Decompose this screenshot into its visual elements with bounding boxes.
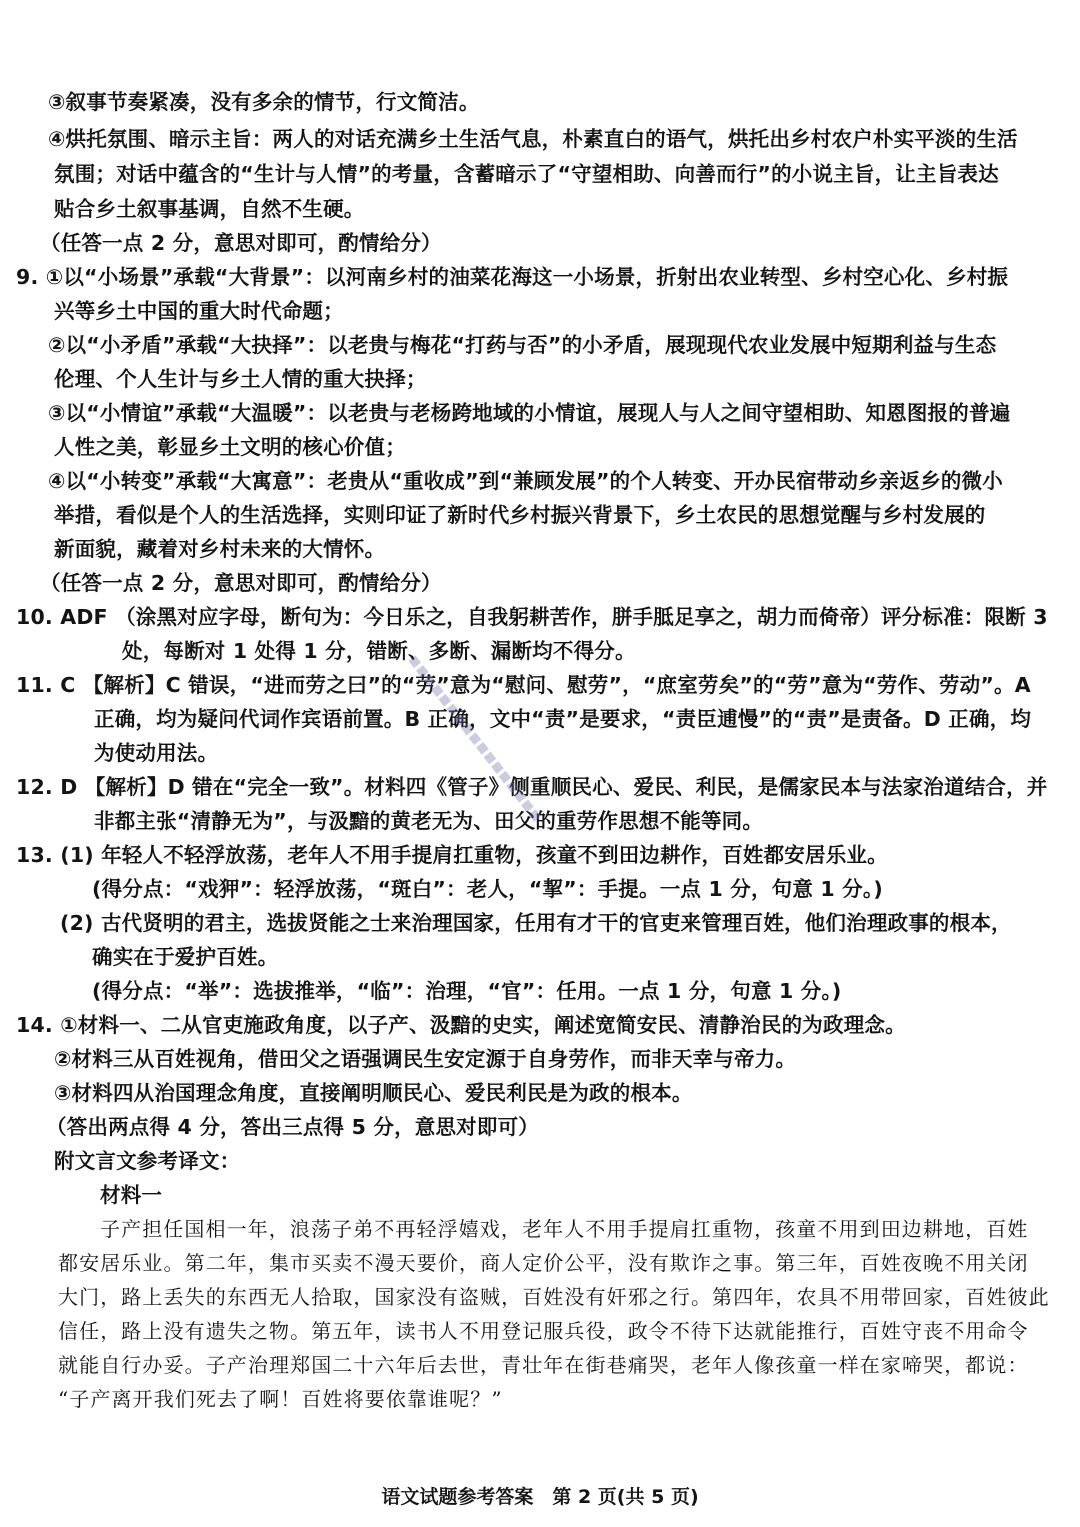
q13-part-2-points: (得分点：“举”：选拔推举，“临”：治理，“官”：任用。一点 1 分，句意 1 分。) [92, 979, 842, 1003]
q8-point-4-line-1: ④烘托氛围、暗示主旨：两人的对话充满乡土生活气息，朴素直白的语气，烘托出乡村农户朴实平淡的生活 [48, 127, 1018, 151]
material-one-heading: 材料一 [100, 1183, 163, 1207]
translation-line-4: 信任，路上没有遗失之物。第五年，读书人不用登记服兵役，政令不待下达就能推行，百姓守丧不用命令 [58, 1319, 1029, 1343]
q9-scoring-note: （任答一点 2 分，意思对即可，酌情给分） [40, 571, 442, 595]
appendix-heading: 附文言文参考译文： [54, 1149, 241, 1173]
q9-point-4-line-3: 新面貌，藏着对乡村未来的大情怀。 [54, 537, 386, 561]
q12-answer-line-2: 非都主张“清静无为”，与汲黯的黄老无为、田父的重劳作思想不能等同。 [94, 809, 764, 833]
q9-point-1-line-2: 兴等乡土中国的重大时代命题； [54, 299, 344, 323]
q9-point-1-line-1: 9. ①以“小场景”承载“大背景”：以河南乡村的油菜花海这一小场景，折射出农业转型、乡村空心化、乡村振 [16, 265, 1009, 289]
page-footer: 语文试题参考答案 第 2 页(共 5 页) [381, 1486, 699, 1508]
q11-answer-line-2: 正确，均为疑问代词作宾语前置。B 正确，文中“责”是要求，“责臣逋慢”的“责”是责备。D 正确，均 [94, 707, 1032, 731]
translation-line-6: “子产离开我们死去了啊！百姓将要依靠谁呢？” [58, 1387, 503, 1411]
q8-scoring-note: （任答一点 2 分，意思对即可，酌情给分） [40, 231, 442, 255]
q11-answer-line-1: 11. C 【解析】C 错误，“进而劳之曰”的“劳”意为“慰问、慰劳”，“庶室劳矣”的“劳”意为“劳作、劳动”。A [16, 673, 1031, 697]
q11-answer-line-3: 为使动用法。 [94, 741, 219, 765]
q13-part-2-line-1: (2) 古代贤明的君主，选拔贤能之士来治理国家，任用有才干的官吏来管理百姓，他们治理政事的根本， [60, 911, 1012, 935]
q14-point-1: 14. ①材料一、二从官吏施政角度，以子产、汲黯的史实，阐述宽简安民、清静治民的为政理念。 [16, 1013, 906, 1037]
watermark: ▪▪▪▪▪▪▪▪▪▪▪▪▪▪▪▪▪ [403, 650, 548, 827]
q8-point-4-line-2: 氛围；对话中蕴含的“生计与人情”的考量，含蓄暗示了“守望相助、向善而行”的小说主旨，让主旨表达 [54, 162, 999, 186]
q14-point-3: ③材料四从治国理念角度，直接阐明顺民心、爱民利民是为政的根本。 [54, 1081, 693, 1105]
q8-point-4-line-3: 贴合乡土叙事基调，自然不生硬。 [54, 197, 365, 221]
q13-part-1-answer: 13. (1) 年轻人不轻浮放荡，老年人不用手提肩扛重物，孩童不到田边耕作，百姓都安居乐业。 [16, 843, 888, 867]
translation-line-5: 就能自行办妥。子产治理郑国二十六年后去世，青壮年在街巷痛哭，老年人像孩童一样在家啼哭，都说： [58, 1353, 1029, 1377]
q9-point-3-line-1: ③以“小情谊”承载“大温暖”：以老贵与老杨跨地域的小情谊，展现人与人之间守望相助、知恩图报的普遍 [48, 401, 1011, 425]
q13-part-1-points: (得分点：“戏狎”：轻浮放荡，“斑白”：老人，“挈”：手提。一点 1 分，句意 1 分。) [92, 877, 883, 901]
q9-point-4-line-2: 举措，看似是个人的生活选择，实则印证了新时代乡村振兴背景下，乡土农民的思想觉醒与乡村发展的 [54, 503, 986, 527]
q13-part-2-line-2: 确实在于爱护百姓。 [92, 945, 279, 969]
q14-scoring-note: （答出两点得 4 分，答出三点得 5 分，意思对即可） [46, 1115, 539, 1139]
q10-answer-line-2: 处，每断对 1 处得 1 分，错断、多断、漏断均不得分。 [122, 639, 636, 663]
q9-point-4-line-1: ④以“小转变”承载“大寓意”：老贵从“重收成”到“兼顾发展”的个人转变、开办民宿带动乡亲返乡的微小 [48, 469, 1003, 493]
q9-point-2-line-2: 伦理、个人生计与乡土人情的重大抉择； [54, 367, 427, 391]
q9-point-2-line-1: ②以“小矛盾”承载“大抉择”：以老贵与梅花“打药与否”的小矛盾，展现现代农业发展中短期利益与生态 [48, 333, 997, 357]
q12-answer-line-1: 12. D 【解析】D 错在“完全一致”。材料四《管子》侧重顺民心、爱民、利民，是儒家民本与法家治道结合，并 [16, 775, 1048, 799]
q8-point-3: ③叙事节奏紧凑，没有多余的情节，行文简洁。 [48, 90, 480, 114]
q14-point-2: ②材料三从百姓视角，借田父之语强调民生安定源于自身劳作，而非天幸与帝力。 [54, 1047, 797, 1071]
q10-answer-line-1: 10. ADF （涂黑对应字母，断句为：今日乐之，自我躬耕苦作，胼手胝足享之，胡力而倚帝）评分标准：限断 3 [16, 605, 1048, 629]
translation-line-1: 子产担任国相一年，浪荡子弟不再轻浮嬉戏，老年人不用手提肩扛重物，孩童不用到田边耕地，百姓 [100, 1217, 1029, 1241]
q9-point-3-line-2: 人性之美，彰显乡土文明的核心价值； [54, 435, 406, 459]
translation-line-2: 都安居乐业。第二年，集市买卖不漫天要价，商人定价公平，没有欺诈之事。第三年，百姓夜晚不用关闭 [58, 1251, 1029, 1275]
translation-line-3: 大门，路上丢失的东西无人拾取，国家没有盗贼，百姓没有奸邪之行。第四年，农具不用带回家，百姓彼此 [58, 1285, 1050, 1309]
